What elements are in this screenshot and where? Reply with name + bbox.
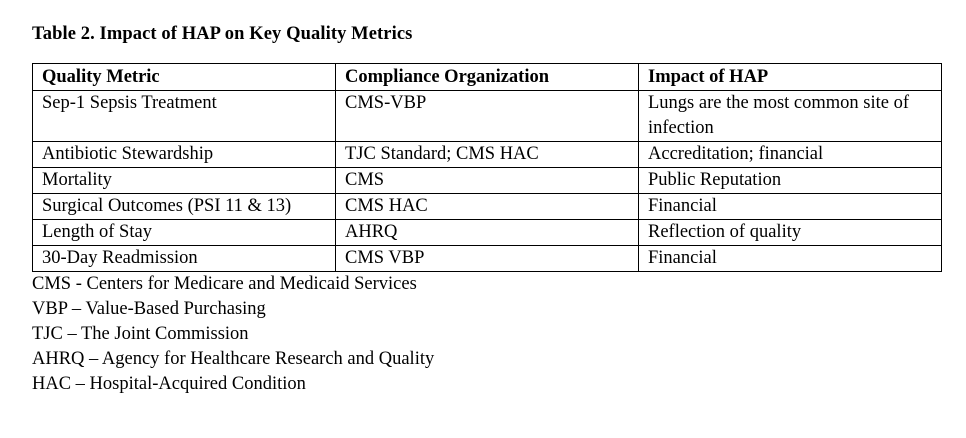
header-quality-metric: Quality Metric <box>33 64 336 91</box>
legend-item: CMS - Centers for Medicare and Medicaid Services <box>32 274 417 294</box>
cell-compliance-organization: AHRQ <box>336 220 639 246</box>
legend-item: VBP – Value-Based Purchasing <box>32 299 266 319</box>
cell-quality-metric: Length of Stay <box>33 220 336 246</box>
cell-impact-of-hap: Financial <box>639 246 942 272</box>
table-header-row <box>33 64 942 91</box>
cell-quality-metric: Mortality <box>33 168 336 194</box>
table-row <box>33 142 942 168</box>
table-row <box>33 168 942 194</box>
table-row <box>33 220 942 246</box>
cell-quality-metric: 30-Day Readmission <box>33 246 336 272</box>
table-row <box>33 246 942 272</box>
cell-quality-metric: Sep-1 Sepsis Treatment <box>33 91 336 142</box>
header-compliance-organization: Compliance Organization <box>336 64 639 91</box>
cell-quality-metric: Surgical Outcomes (PSI 11 & 13) <box>33 194 336 220</box>
cell-impact-of-hap: Accreditation; financial <box>639 142 942 168</box>
cell-impact-of-hap: Public Reputation <box>639 168 942 194</box>
legend-item: TJC – The Joint Commission <box>32 324 249 344</box>
cell-compliance-organization: CMS-VBP <box>336 91 639 142</box>
abbreviation-legend <box>32 272 942 397</box>
cell-impact-of-hap: Financial <box>639 194 942 220</box>
legend-item: AHRQ – Agency for Healthcare Research and Quality <box>32 349 435 369</box>
cell-compliance-organization: CMS VBP <box>336 246 639 272</box>
header-impact-of-hap: Impact of HAP <box>639 64 942 91</box>
cell-compliance-organization: CMS HAC <box>336 194 639 220</box>
document <box>32 22 942 397</box>
cell-compliance-organization: TJC Standard; CMS HAC <box>336 142 639 168</box>
cell-compliance-organization: CMS <box>336 168 639 194</box>
table-row <box>33 194 942 220</box>
cell-quality-metric: Antibiotic Stewardship <box>33 142 336 168</box>
legend-item: HAC – Hospital-Acquired Condition <box>32 374 306 394</box>
table-row <box>33 91 942 142</box>
cell-impact-of-hap: Lungs are the most common site of infection <box>639 91 942 142</box>
quality-metrics-table <box>32 63 942 272</box>
table-caption: Table 2. Impact of HAP on Key Quality Metrics <box>32 24 413 44</box>
cell-impact-of-hap: Reflection of quality <box>639 220 942 246</box>
